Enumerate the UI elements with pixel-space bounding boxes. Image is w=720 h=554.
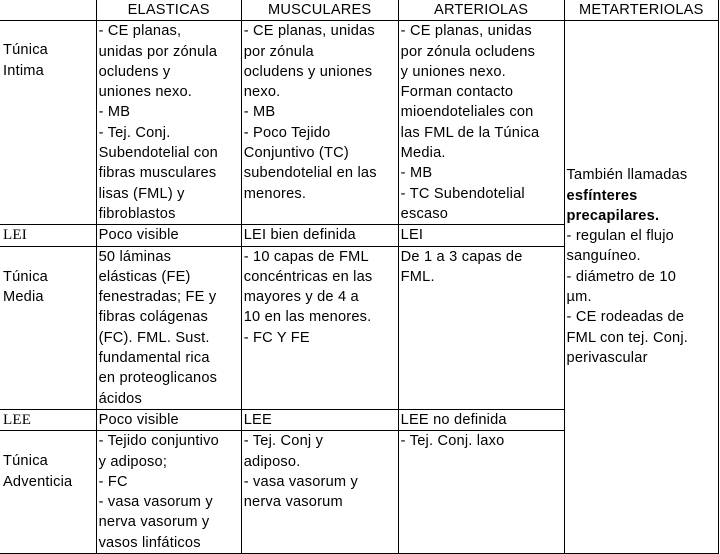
header-musculares: MUSCULARES — [241, 0, 398, 21]
metarteriolas-intro: También llamadas — [566, 167, 688, 184]
cell-adventicia-arteriolas: - Tej. Conj. laxo — [398, 431, 564, 554]
metarteriolas-description: - regulan el flujo sanguíneo. - diámetro de 10 µm. - CE rodeadas de FML con tej. Conj. perivascular — [566, 228, 689, 366]
cell-intima-elasticas: - CE planas, unidas por zónula ocludens y uniones nexo. - MB - Tej. Conj. Subendotelial con fibras musculares lisas (FML) y fibroblastos — [96, 21, 241, 225]
cell-lee-musculares: LEE — [241, 409, 398, 430]
header-elasticas: ELASTICAS — [96, 0, 241, 21]
metarteriolas-bold-term: esfínteres precapilares. — [566, 187, 660, 224]
cell-media-elasticas: 50 láminas elásticas (FE) fenestradas; FE y fibras colágenas (FC). FML. Sust. fundamental rica en proteoglicanos ácidos — [96, 246, 241, 409]
cell-adventicia-musculares: - Tej. Conj y adiposo. - vasa vasorum y nerva vasorum — [241, 431, 398, 554]
cell-metarteriolas — [564, 21, 718, 554]
cell-lei-elasticas: Poco visible — [96, 225, 241, 246]
cell-lee-arteriolas: LEE no definida — [398, 409, 564, 430]
cell-media-musculares: - 10 capas de FML concéntricas en las mayores y de 4 a 10 en las menores. - FC Y FE — [241, 246, 398, 409]
cell-media-arteriolas: De 1 a 3 capas de FML. — [398, 246, 564, 409]
row-label-tunica-media: Túnica Media — [0, 246, 96, 409]
row-label-tunica-intima: Túnica Intima — [0, 21, 96, 225]
header-row — [0, 0, 719, 21]
row-label-lee: LEE — [0, 409, 96, 430]
header-metarteriolas: METARTERIOLAS — [564, 0, 718, 21]
cell-intima-arteriolas: - CE planas, unidas por zónula ocludens y uniones nexo. Forman contacto mioendoteliales con las FML de la Túnica Media. - MB - TC Subendotelial escaso — [398, 21, 564, 225]
cell-intima-musculares: - CE planas, unidas por zónula ocludens y uniones nexo. - MB - Poco Tejido Conjuntivo (TC) subendotelial en las menores. — [241, 21, 398, 225]
header-arteriolas: ARTERIOLAS — [398, 0, 564, 21]
row-label-lei: LEI — [0, 225, 96, 246]
cell-adventicia-elasticas: - Tejido conjuntivo y adiposo; - FC - vasa vasorum y nerva vasorum y vasos linfáticos — [96, 431, 241, 554]
header-empty — [0, 0, 96, 21]
row-tunica-intima — [0, 21, 719, 225]
cell-lee-elasticas: Poco visible — [96, 409, 241, 430]
cell-lei-arteriolas: LEI — [398, 225, 564, 246]
cell-lei-musculares: LEI bien definida — [241, 225, 398, 246]
row-label-tunica-adventicia: Túnica Adventicia — [0, 431, 96, 554]
